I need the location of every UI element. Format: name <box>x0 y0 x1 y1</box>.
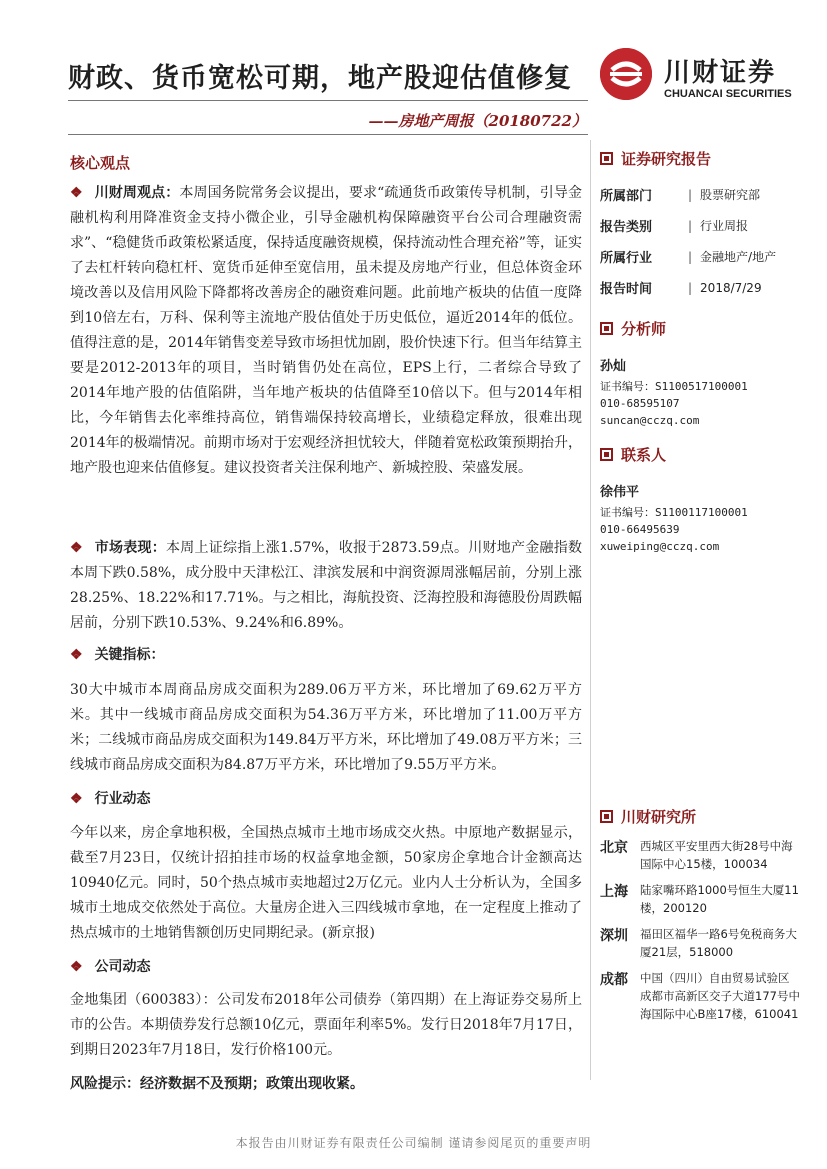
analyst-head <box>600 318 800 339</box>
diamond-bullet-icon: ❖ <box>70 540 83 556</box>
office-entry <box>600 837 800 873</box>
info-value: | 金融地产/地产 <box>688 248 776 265</box>
company-paragraph <box>70 988 582 1063</box>
weekly-view-lead: 川财周观点： <box>94 185 180 201</box>
contact-panel <box>600 444 800 555</box>
info-row <box>600 179 800 210</box>
market-lead: 市场表现： <box>94 540 167 556</box>
square-bullet-icon <box>600 810 613 823</box>
contact-cert: 证书编号：S1100117100001 <box>600 506 748 519</box>
info-label: 所属部门 <box>600 189 653 204</box>
company-text: 金地集团（600383）：公司发布2018年公司债券（第四期）在上海证券交易所上市的公告。本期债券发行总额10亿元，票面年利率5%。发行日2018年7月17日，到期日2023年7月18日，发行价格100元。 <box>70 992 582 1058</box>
office-address: 西城区平安里西大街28号中海国际中心15楼，100034 <box>640 839 793 871</box>
analyst-head-text: 分析师 <box>621 320 667 338</box>
contact-head <box>600 444 800 465</box>
diamond-bullet-icon: ❖ <box>70 647 83 663</box>
report-title: 财政、货币宽松可期，地产股迎估值修复 <box>68 63 572 94</box>
office-address: 福田区福华一路6号免税商务大厦21层，518000 <box>640 927 797 959</box>
industry-paragraph <box>70 821 582 946</box>
info-label: 所属行业 <box>600 251 653 266</box>
kpi-paragraph <box>70 678 582 778</box>
kpi-head-text: 关键指标： <box>94 647 165 663</box>
square-bullet-icon <box>600 152 613 165</box>
risk-warning: 风险提示：经济数据不及预期；政策出现收紧。 <box>70 1076 364 1092</box>
industry-heading <box>70 787 582 812</box>
report-info-head <box>600 148 800 169</box>
square-bullet-icon <box>600 322 613 335</box>
square-bullet-icon <box>600 448 613 461</box>
analyst-cert: 证书编号：S1100517100001 <box>600 380 748 393</box>
info-row <box>600 241 800 272</box>
page-footer: 本报告由川财证券有限责任公司编制 谨请参阅尾页的重要声明 <box>235 1136 592 1150</box>
market-text: 本周上证综指上涨1.57%，收报于2873.59点。川财地产金融指数本周下跌0.58%，成分股中天津松江、津滨发展和中润资源周涨幅居前，分别上涨28.25%、18.22%和17.71%。与之相比，海航投资、泛海控股和海德股份周跌幅居前，分别下跌10.53%、9.24%和6.89%。 <box>70 540 582 631</box>
institute-panel <box>600 806 800 1031</box>
office-entry <box>600 969 800 1023</box>
contact-phone: 010-66495639 <box>600 523 680 536</box>
company-logo <box>600 48 800 104</box>
analyst-name: 孙灿 <box>600 359 627 374</box>
info-value: | 行业周报 <box>688 217 748 234</box>
report-subtitle: ——房地产周报（20180722） <box>368 112 587 130</box>
office-city: 深圳 <box>600 928 628 944</box>
header-rule-bottom <box>68 134 588 135</box>
kpi-heading <box>70 643 582 668</box>
market-paragraph <box>70 536 582 636</box>
logo-text-cn: 川财证券 <box>664 58 777 88</box>
column-divider <box>590 140 591 1080</box>
report-info-panel <box>600 148 800 303</box>
office-city: 成都 <box>600 972 628 988</box>
office-city: 北京 <box>600 840 628 856</box>
header-rule-top <box>68 100 588 101</box>
analyst-phone: 010-68595107 <box>600 397 680 410</box>
company-heading <box>70 955 582 980</box>
logo-mark-icon <box>600 48 652 100</box>
company-head-text: 公司动态 <box>94 959 151 975</box>
report-info-head-text: 证券研究报告 <box>621 150 712 168</box>
logo-text-en: CHUANCAI SECURITIES <box>664 88 792 100</box>
institute-head <box>600 806 800 827</box>
office-entry <box>600 925 800 961</box>
analyst-panel <box>600 318 800 429</box>
kpi-text: 30大中城市本周商品房成交面积为289.06万平方米，环比增加了69.62万平方米。其中一线城市商品房成交面积为54.36万平方米，环比增加了11.00万平方米；二线城市商品房成交面积为149.84万平方米，环比增加了49.08万平方米；三线城市商品房成交面积为84.87万平方米，环比增加了9.55万平方米。 <box>70 682 582 773</box>
office-city: 上海 <box>600 884 628 900</box>
core-view-title: 核心观点 <box>70 154 131 172</box>
weekly-view-text: 本周国务院常务会议提出，要求“疏通货币政策传导机制，引导金融机构利用降准资金支持小微企业，引导金融机构保障融资平台公司合理融资需求”、“稳健货币政策松紧适度，保持适度融资规模，保持流动性合理充裕”等，证实了去杠杆转向稳杠杆、宽货币延伸至宽信用，虽未提及房地产行业，但总体资金环境改善以及信用风险下降都将改善房企的融资难问题。此前地产板块的估值一度降到10倍左右，万科、保利等主流地产股估值处于历史低位，逼近2014年的低位。值得注意的是，2014年销售变差导致市场担忧加剧，股价快速下行。但当年结算主要是2012-2013年的项目，当时销售仍处在高位，EPS上行，二者综合导致了2014年地产股的估值陷阱，当年地产板块的估值降至10倍以下。但与2014年相比，今年销售去化率维持高位，销售端保持较高增长，业绩稳定释放，很难出现2014年的极端情况。前期市场对于宏观经济担忧较大，伴随着宽松政策预期抬升，地产股也迎来估值修复。建议投资者关注保利地产、新城控股、荣盛发展。 <box>70 185 583 476</box>
info-row <box>600 272 800 303</box>
analyst-email[interactable]: suncan@cczq.com <box>600 414 700 427</box>
info-label: 报告时间 <box>600 282 653 297</box>
diamond-bullet-icon: ❖ <box>70 185 83 201</box>
contact-name: 徐伟平 <box>600 485 640 500</box>
info-label: 报告类别 <box>600 220 653 235</box>
info-value: | 股票研究部 <box>688 186 760 203</box>
industry-text: 今年以来，房企拿地积极，全国热点城市土地市场成交火热。中原地产数据显示，截至7月23日，仅统计招拍挂市场的权益拿地金额，50家房企拿地合计金额高达10940亿元。同时，50个热点城市卖地超过2万亿元。业内人士分析认为，全国多城市土地成交依然处于高位。大量房企进入三四线城市拿地，在一定程度上推动了热点城市的土地销售额创历史同期纪录。(新京报) <box>70 825 582 941</box>
industry-head-text: 行业动态 <box>94 791 151 807</box>
weekly-view-paragraph <box>70 181 582 481</box>
diamond-bullet-icon: ❖ <box>70 791 83 807</box>
info-row <box>600 210 800 241</box>
diamond-bullet-icon: ❖ <box>70 959 83 975</box>
contact-email[interactable]: xuweiping@cczq.com <box>600 540 720 553</box>
office-entry <box>600 881 800 917</box>
institute-head-text: 川财研究所 <box>621 808 697 826</box>
contact-head-text: 联系人 <box>621 446 667 464</box>
info-value: | 2018/7/29 <box>688 281 762 295</box>
office-address: 中国（四川）自由贸易试验区成都市高新区交子大道177号中海国际中心B座17楼，610041 <box>640 971 800 1021</box>
office-address: 陆家嘴环路1000号恒生大厦11楼，200120 <box>640 883 799 915</box>
